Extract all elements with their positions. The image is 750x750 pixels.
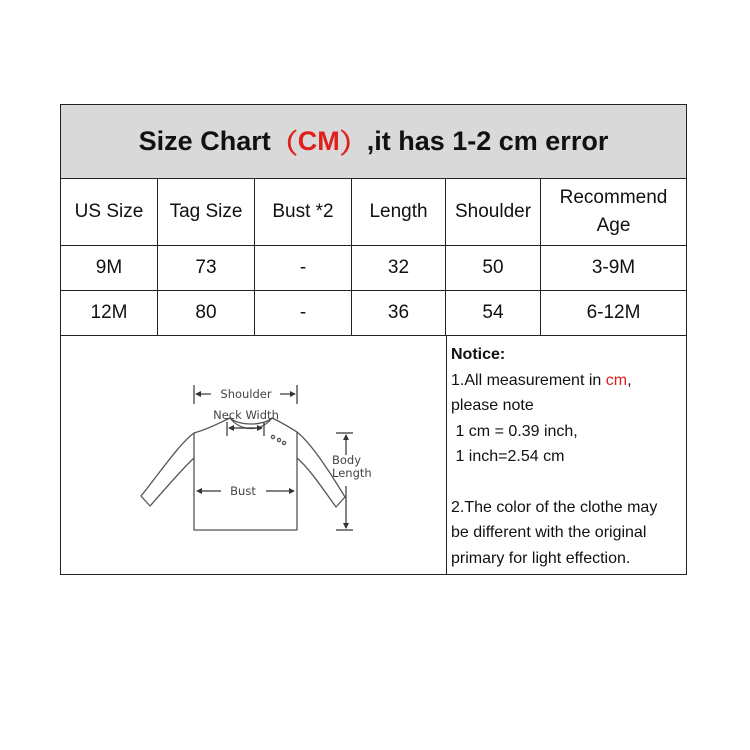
column-header-text: Recommend Age xyxy=(559,187,668,236)
table-header xyxy=(61,179,686,246)
title-unit-open: （ xyxy=(270,129,298,159)
table-cell: 50 xyxy=(446,246,541,290)
table-row xyxy=(61,291,686,336)
title-unit-close: ） xyxy=(339,129,367,159)
table-cell: 54 xyxy=(446,291,541,335)
table-cell: 9M xyxy=(61,246,158,290)
table-cell: 36 xyxy=(352,291,446,335)
notice-item-1 xyxy=(451,368,686,394)
notice-line: be different with the original xyxy=(451,524,647,541)
shoulder-label: Shoulder xyxy=(220,387,272,401)
column-header xyxy=(541,179,686,245)
notice-item-1-text: 1.All measurement in xyxy=(451,371,606,389)
table-cell: 32 xyxy=(352,246,446,290)
table-cell: 73 xyxy=(158,246,255,290)
notice-item-2: 2.The color of the clothe may xyxy=(451,498,658,516)
notice-line: 1 cm = 0.39 inch, xyxy=(451,422,578,440)
table-cell: 12M xyxy=(61,291,158,335)
body-length-label-1: Body xyxy=(332,453,362,467)
sweater-diagram-icon xyxy=(61,336,447,574)
title-suffix: ,it has 1-2 cm error xyxy=(366,126,609,156)
column-header: Length xyxy=(352,179,446,245)
column-header: US Size xyxy=(61,179,158,245)
notice-item-1-suffix: , xyxy=(627,371,632,389)
size-chart xyxy=(60,104,687,575)
title-prefix: Size Chart xyxy=(138,126,271,156)
table-cell: 80 xyxy=(158,291,255,335)
notice-line: 1 inch=2.54 cm xyxy=(451,448,565,465)
notice-unit: cm xyxy=(605,371,628,389)
body-length-label-2: Length xyxy=(332,466,372,480)
chart-title xyxy=(61,105,686,179)
table-cell: - xyxy=(255,246,352,290)
notice-line: primary for light effection. xyxy=(451,549,631,567)
title-unit: CM xyxy=(297,126,340,156)
garment-diagram xyxy=(61,336,447,574)
table-cell: 6-12M xyxy=(586,302,641,324)
table-row xyxy=(61,246,686,291)
column-header: Tag Size xyxy=(158,179,255,245)
notice-line: please note xyxy=(451,397,534,414)
table-cell: 3-9M xyxy=(591,257,636,279)
notice-title: Notice: xyxy=(451,346,506,363)
column-header: Shoulder xyxy=(446,179,541,245)
column-header: Bust *2 xyxy=(255,179,352,245)
notice-text xyxy=(451,342,686,571)
neck-width-label: Neck Width xyxy=(213,408,279,422)
info-section xyxy=(61,336,686,574)
bust-label: Bust xyxy=(230,484,256,498)
table-cell: - xyxy=(255,291,352,335)
